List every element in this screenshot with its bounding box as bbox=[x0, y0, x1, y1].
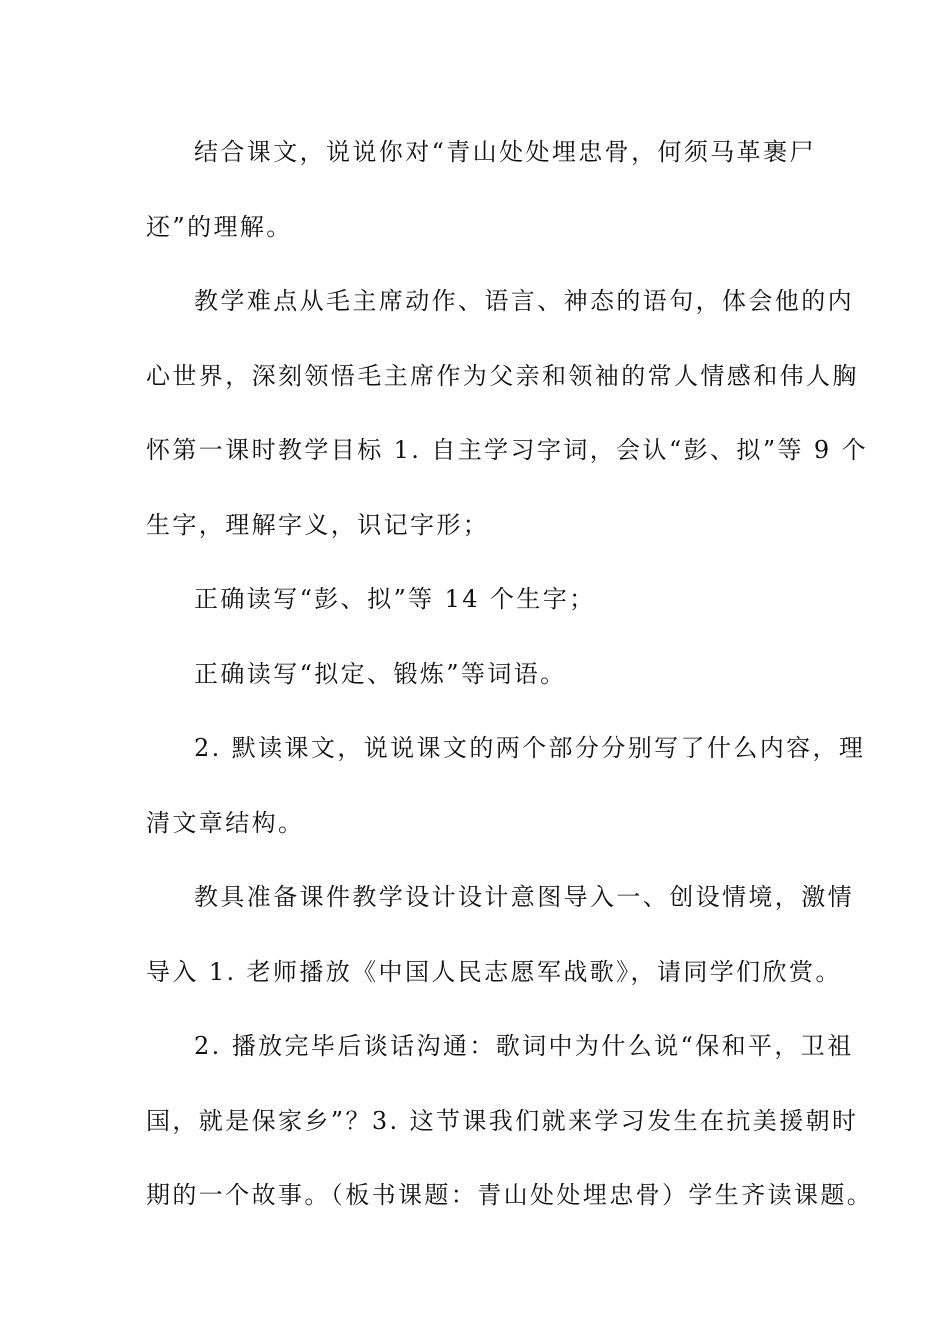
text-line-14: 国，就是保家乡”？3. 这节课我们就来学习发生在抗美援朝时 bbox=[146, 1106, 859, 1135]
text-line-13: 2. 播放完毕后谈话沟通：歌词中为什么说“保和平，卫祖 bbox=[194, 1032, 854, 1060]
text-line-1: 结合课文，说说你对“青山处处埋忠骨，何须马革裹尸 bbox=[194, 138, 816, 166]
text-line-15: 期的一个故事。（板书课题：青山处处埋忠骨）学生齐读课题。 bbox=[146, 1181, 874, 1209]
text-line-10: 清文章结构。 bbox=[146, 808, 305, 837]
text-line-11: 教具准备课件教学设计设计意图导入一、创设情境，激情 bbox=[194, 883, 854, 911]
text-line-8: 正确读写“拟定、锻炼”等词语。 bbox=[194, 659, 567, 688]
text-line-3: 教学难点从毛主席动作、语言、神态的语句，体会他的内 bbox=[194, 287, 854, 315]
text-line-12: 导入 1. 老师播放《中国人民志愿军战歌》，请同学们欣赏。 bbox=[146, 957, 842, 986]
text-line-5: 怀第一课时教学目标 1. 自主学习字词，会认“彭、拟”等 9 个 bbox=[146, 436, 869, 464]
text-line-4: 心世界，深刻领悟毛主席作为父亲和领袖的常人情感和伟人胸 bbox=[146, 361, 859, 390]
text-line-6: 生字，理解字义，识记字形； bbox=[146, 510, 490, 539]
text-line-2: 还”的理解。 bbox=[146, 212, 293, 241]
document-body bbox=[146, 127, 874, 1245]
text-line-9: 2. 默读课文，说说课文的两个部分分别写了什么内容，理 bbox=[194, 734, 866, 762]
text-line-7: 正确读写“彭、拟”等 14 个生字； bbox=[194, 585, 596, 613]
